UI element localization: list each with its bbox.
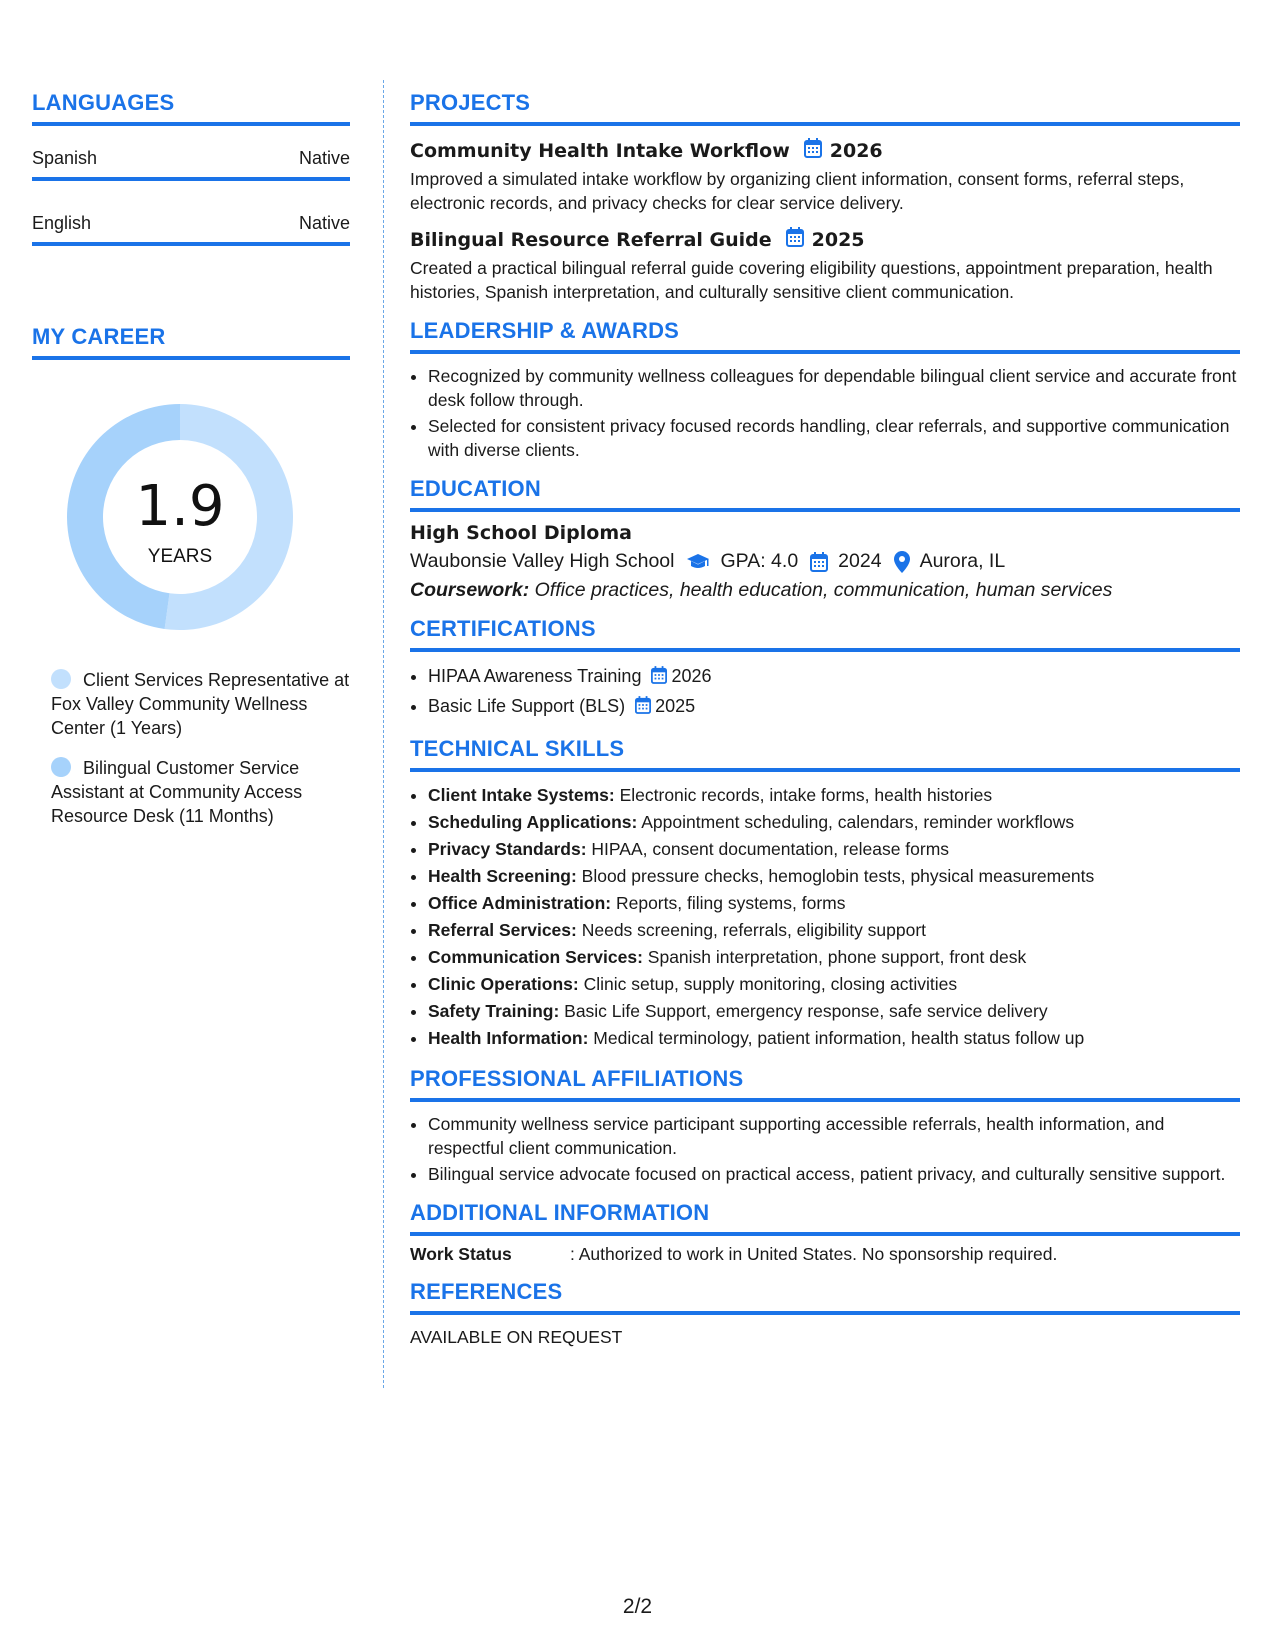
legend-item <box>51 756 350 828</box>
language-level: Native <box>298 213 350 233</box>
legend-label: Bilingual Customer Service Assistant at Community Access Resource Desk (11 Months) <box>51 758 303 826</box>
skill-category: Scheduling Applications: <box>428 812 638 832</box>
skill-category: Safety Training: <box>428 1001 560 1021</box>
affiliations-title: PROFESSIONAL AFFILIATIONS <box>410 1066 1240 1102</box>
career-total-years: 1.9 <box>135 474 225 539</box>
education-gpa: GPA: 4.0 <box>720 550 799 572</box>
project-item <box>410 227 1240 304</box>
affiliation-item: • Community wellness service participant supporting accessible referrals, health information, and respectful client communication. <box>428 1112 1240 1160</box>
skill-category: Office Administration: <box>428 893 612 913</box>
work-status-row <box>410 1244 1240 1265</box>
career-years-label: YEARS <box>147 546 213 567</box>
location-pin-icon <box>894 551 910 573</box>
skills-title: TECHNICAL SKILLS <box>410 736 1240 772</box>
left-column <box>32 90 350 844</box>
certification-item <box>428 692 1240 722</box>
language-name: Spanish <box>32 148 98 168</box>
certification-year: 2025 <box>655 696 696 716</box>
project-name: Bilingual Resource Referral Guide <box>410 228 772 251</box>
skill-details: Reports, filing systems, forms <box>611 893 846 913</box>
project-description: Improved a simulated intake workflow by organizing client information, consent forms, referral steps, electronic records, and privacy checks for clear service delivery. <box>410 169 1185 213</box>
additional-info-title: ADDITIONAL INFORMATION <box>410 1200 1240 1236</box>
page-number: 2/2 <box>622 1595 653 1618</box>
certification-name: HIPAA Awareness Training <box>428 666 642 686</box>
skill-details: Electronic records, intake forms, health histories <box>614 785 993 805</box>
project-item <box>410 138 1240 215</box>
skill-item <box>428 1025 1240 1052</box>
skill-category: Clinic Operations: <box>428 974 579 994</box>
leadership-item: • Selected for consistent privacy focused records handling, clear referrals, and supportive communication with diverse clients. <box>428 414 1240 462</box>
project-header <box>410 138 1240 163</box>
project-header <box>410 227 1240 252</box>
legend-label: Client Services Representative at Fox Valley Community Wellness Center (1 Years) <box>51 670 350 738</box>
career-donut-chart <box>65 402 295 632</box>
certification-item <box>428 662 1240 692</box>
skill-category: Client Intake Systems: <box>428 785 615 805</box>
leadership-item: • Recognized by community wellness colleagues for dependable bilingual client service and accurate front desk follow through. <box>428 364 1240 412</box>
references-text: AVAILABLE ON REQUEST <box>410 1327 623 1347</box>
leadership-list <box>410 364 1240 462</box>
language-row <box>32 126 350 181</box>
skill-details: Needs screening, referrals, eligibility support <box>576 920 927 940</box>
coursework-text: Office practices, health education, communication, human services <box>529 579 1113 601</box>
education-coursework <box>410 579 1240 602</box>
certifications-list <box>410 662 1240 722</box>
projects-title: PROJECTS <box>410 90 1240 126</box>
skill-item <box>428 944 1240 971</box>
graduation-cap-icon <box>686 553 710 571</box>
language-row <box>32 181 350 246</box>
affiliation-item: • Bilingual service advocate focused on practical access, patient privacy, and culturally sensitive support. <box>428 1162 1240 1186</box>
education-school: Waubonsie Valley High School <box>410 550 675 572</box>
skill-item <box>428 782 1240 809</box>
work-status-value: : Authorized to work in United States. No sponsorship required. <box>570 1244 1058 1264</box>
calendar-icon <box>786 227 804 252</box>
certification-name: Basic Life Support (BLS) <box>428 696 626 716</box>
skill-item <box>428 890 1240 917</box>
education-year: 2024 <box>838 550 882 572</box>
affiliations-list <box>410 1112 1240 1186</box>
language-level: Native <box>298 148 350 168</box>
legend-item <box>51 668 350 740</box>
coursework-label: Coursework: <box>410 579 530 601</box>
skill-category: Communication Services: <box>428 947 643 967</box>
skill-category: Health Screening: <box>428 866 577 886</box>
project-year: 2026 <box>829 139 883 162</box>
skill-details: Blood pressure checks, hemoglobin tests, physical measurements <box>576 866 1095 886</box>
education-title: EDUCATION <box>410 476 1240 512</box>
career-title: MY CAREER <box>32 324 350 360</box>
skill-category: Privacy Standards: <box>428 839 587 859</box>
education-location: Aurora, IL <box>919 550 1006 572</box>
right-column <box>410 90 1240 1348</box>
skill-item <box>428 863 1240 890</box>
education-details <box>410 550 1240 573</box>
skill-details: Medical terminology, patient information, health status follow up <box>588 1028 1085 1048</box>
skill-details: HIPAA, consent documentation, release forms <box>586 839 950 859</box>
calendar-icon <box>651 668 667 688</box>
career-legend <box>32 668 350 828</box>
references-title: REFERENCES <box>410 1279 1240 1315</box>
legend-dot <box>51 669 71 689</box>
skills-list <box>410 782 1240 1052</box>
skill-item <box>428 998 1240 1025</box>
project-name: Community Health Intake Workflow <box>410 139 790 162</box>
certification-year: 2026 <box>671 666 712 686</box>
education-degree: High School Diploma <box>410 522 632 544</box>
language-name: English <box>32 213 92 233</box>
skill-item <box>428 971 1240 998</box>
skill-item <box>428 917 1240 944</box>
skill-category: Referral Services: <box>428 920 577 940</box>
skill-details: Clinic setup, supply monitoring, closing activities <box>578 974 958 994</box>
leadership-title: LEADERSHIP & AWARDS <box>410 318 1240 354</box>
skill-details: Appointment scheduling, calendars, reminder workflows <box>637 812 1075 832</box>
project-year: 2025 <box>811 228 865 251</box>
skill-details: Spanish interpretation, phone support, front desk <box>642 947 1027 967</box>
project-description: Created a practical bilingual referral guide covering eligibility questions, appointment preparation, health histories, Spanish interpretation, and culturally sensitive client communication. <box>410 258 1213 302</box>
skill-item <box>428 836 1240 863</box>
legend-dot <box>51 757 71 777</box>
skill-category: Health Information: <box>428 1028 589 1048</box>
calendar-icon <box>810 552 828 572</box>
work-status-label: Work Status <box>410 1244 512 1264</box>
calendar-icon <box>804 138 822 163</box>
column-divider <box>383 80 384 1388</box>
skill-item <box>428 809 1240 836</box>
languages-title: LANGUAGES <box>32 90 350 126</box>
certifications-title: CERTIFICATIONS <box>410 616 1240 652</box>
skill-details: Basic Life Support, emergency response, safe service delivery <box>559 1001 1048 1021</box>
calendar-icon <box>635 698 651 718</box>
